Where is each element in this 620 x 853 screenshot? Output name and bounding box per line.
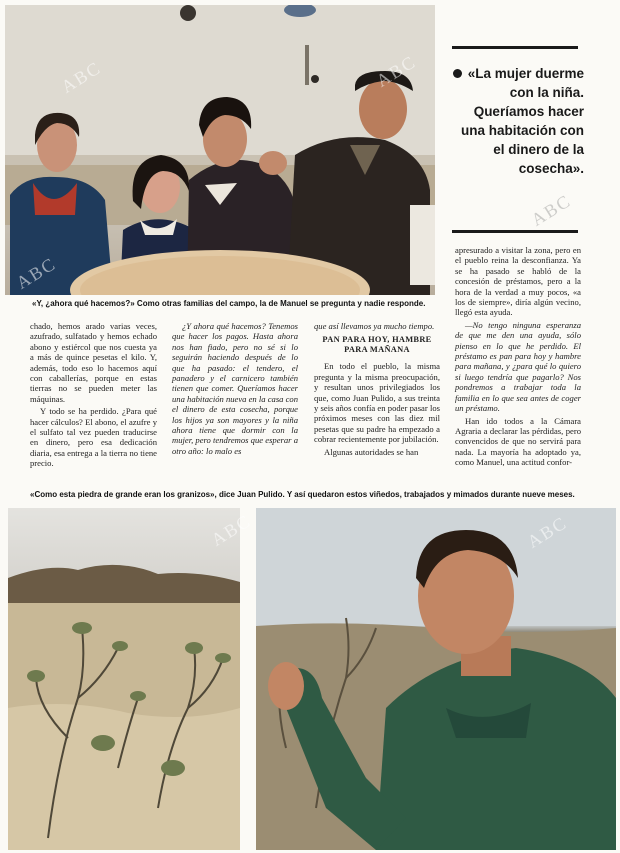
article-column-1: [30, 321, 157, 471]
bullet-icon: [453, 69, 462, 78]
vineyard-photos-caption: «Como esta piedra de grande eran los granizos», dice Juan Pulido. Y así quedaron estos viñedos, trabajados y mimados durante nueve meses.: [30, 490, 575, 499]
paragraph: En todo el pueblo, la misma pregunta y la misma preocupación, y resultan unos privilegiados los que, como Juan Pulido, a sus treinta y seis años confía en poder pasar los próximos meses con las diez mil pesetas que su padre ha empezado a cobrar recientemente por jubilación.: [314, 361, 440, 445]
family-photo: [5, 5, 435, 295]
paragraph: chado, hemos arado varias veces, azufrado, sulfatado y hemos echado abono y estiércol que nos cuesta ya a más de quince pesetas el kilo. Y, además, todo eso lo hacemos aquí con caballerías, porque en estas tierras no se pueden meter las máquinas.: [30, 321, 157, 404]
vineyard-photo-illustration: [8, 508, 240, 850]
family-photo-caption: «Y, ¿ahora qué hacemos?» Como otras familias del campo, la de Manuel se pregunta y nadie responde.: [32, 299, 426, 308]
abc-watermark: ABC: [372, 51, 420, 91]
abc-watermark: ABC: [12, 253, 60, 293]
abc-watermark: ABC: [527, 190, 575, 230]
rule-bottom: [452, 230, 578, 233]
paragraph: —No tengo ninguna esperanza de que me den una ayuda, sólo pienso en lo que he perdido. El préstamo es pan para hoy y hambre para mañana, y ¿para qué lo quiero si luego tendría que pagarlo? Nos pondremos a trabajar toda la familia en lo que sea antes de coger un préstamo.: [455, 319, 581, 414]
article-column-4: [455, 245, 581, 470]
farmer-portrait-illustration: [256, 508, 616, 850]
paragraph: Algunas autoridades se han: [324, 446, 419, 457]
article-column-2: [172, 321, 298, 458]
pull-quote-body: «La mujer duerme con la niña. Queríamos hacer una habitación con el dinero de la cosecha».: [460, 66, 584, 176]
paragraph: ¿Y ahora qué hacemos? Tenemos que hacer los pagos. Hasta ahora nos han fiado, pero no sé si lo seguirán haciendo después de lo que ha pasado: el tendero, el panadero y el carnicero también tienen que comer. Queríamos hacer una habitación nueva en la casa con el dinero de esta cosecha, porque los hijos ya son mayores y la niña ahora tiene que dormir con la mujer, pero tendremos que esperar a otro año: lo malo es: [172, 321, 299, 456]
abc-watermark: ABC: [523, 512, 571, 552]
vineyard-photo: [8, 508, 240, 850]
paragraph: que así llevamos ya mucho tiempo.: [314, 321, 435, 331]
paragraph: Y todo se ha perdido. ¿Para qué hacer cálculos? El abono, el azufre y el sulfato tal vez pueden traducirse en dinero, pero esa dedicación diaria, esa entrega a la tierra no tiene precio.: [30, 406, 157, 469]
section-subhead: PAN PARA HOY, HAMBRE PARA MAÑANA: [322, 335, 432, 355]
family-photo-illustration: [5, 5, 435, 295]
paragraph: apresurado a visitar la zona, pero en el pueblo reina la desconfianza. Ya se ha pasado se habló de la concesión de préstamos, pero a la hora de la verdad a muy pocos, «a los de siempre», diría algún vecino, llegó esta ayuda.: [455, 245, 581, 318]
abc-watermark: ABC: [57, 57, 105, 97]
abc-watermark: ABC: [207, 510, 255, 550]
farmer-portrait-photo: [256, 508, 616, 850]
rule-top: [452, 46, 578, 49]
paragraph: Han ido todos a la Cámara Agraria a declarar las pérdidas, pero convencidos de que no servirá para nada. La mayoría ha adoptado ya, como Manuel, una actitud confor-: [455, 415, 581, 468]
article-column-3: [314, 321, 440, 459]
pull-quote-text: [452, 64, 584, 178]
pull-quote: [452, 46, 582, 234]
